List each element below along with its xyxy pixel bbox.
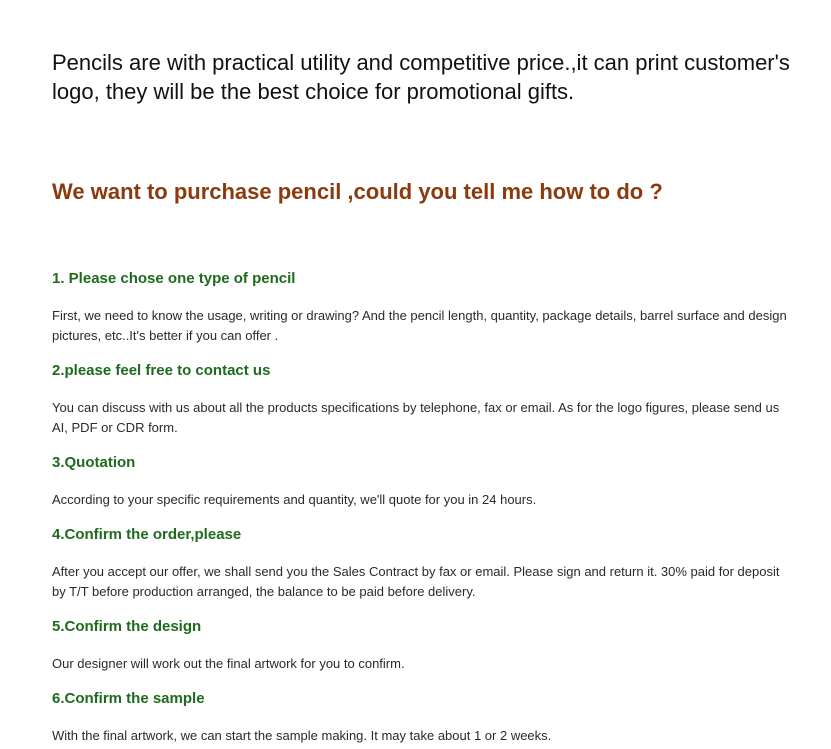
step-heading: 2.please feel free to contact us xyxy=(52,362,271,379)
step-body: First, we need to know the usage, writing or drawing? And the pencil length, quantity, package details, barrel surface and design pictures, etc..It's better if you can offer . xyxy=(52,308,787,343)
step-body: With the final artwork, we can start the sample making. It may take about 1 or 2 weeks. xyxy=(52,728,552,743)
step-body: According to your specific requirements and quantity, we'll quote for you in 24 hours. xyxy=(52,492,537,507)
step-heading: 6.Confirm the sample xyxy=(52,690,205,707)
step-heading: 1. Please chose one type of pencil xyxy=(52,270,296,287)
step-heading: 3.Quotation xyxy=(52,454,136,471)
step-body: You can discuss with us about all the products specifications by telephone, fax or email. As for the logo figures, please send us AI, PDF or CDR form. xyxy=(52,400,780,435)
step-heading: 4.Confirm the order,please xyxy=(52,526,242,543)
question-heading: We want to purchase pencil ,could you tell me how to do ? xyxy=(52,179,663,204)
step-body: Our designer will work out the final artwork for you to confirm. xyxy=(52,656,405,671)
step-heading: 5.Confirm the design xyxy=(52,618,202,635)
intro-paragraph: Pencils are with practical utility and competitive price.,it can print customer's logo, they will be the best choice for promotional gifts. xyxy=(52,50,790,104)
step-body: After you accept our offer, we shall send you the Sales Contract by fax or email. Please sign and return it. 30% paid for deposit by T/T before production arranged, the balance to be paid before delivery. xyxy=(52,564,780,599)
